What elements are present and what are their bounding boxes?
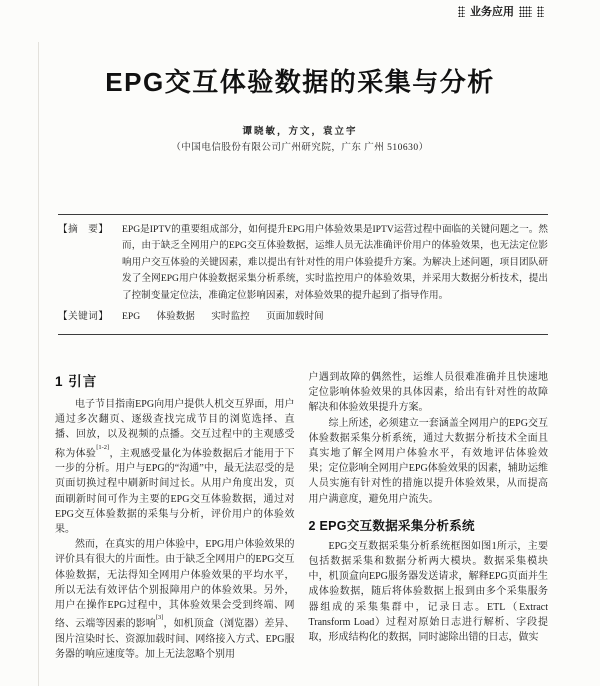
abstract-text: EPG是IPTV的重要组成部分，如何提升EPG用户体验效果是IPTV运营过程中面临的关键问题之一。然而，由于缺乏全网用户的EPG交互体验数据，运维人员无法准确评价用户的体验效果，也无法定位影响用户交互体验的关键因素，难以提出有针对性的用户体验提升方案。为解决上述问题，项目团队研发了全网EPG用户体验数据采集分析系统，实时监控用户的体验效果，并采用大数据分析技术，提出了控制变量定位法，准确定位影响因素，对体验效果的提升起到了指导作用。 <box>122 224 548 301</box>
paper-authors: 谭晓敏，方文，袁立宇 <box>242 127 358 137</box>
dot-pattern-icon <box>537 6 544 17</box>
keyword-item: 页面加载时间 <box>266 311 324 323</box>
right-column <box>309 370 549 662</box>
keyword-item: 实时监控 <box>211 311 250 323</box>
intro-paragraph-1 <box>55 397 295 537</box>
section-tag-label: 业务应用 <box>470 6 514 18</box>
paragraph-text: ，主观感受量化为体验数据后才能用于下一步的分析。用户与EPG的“沟通”中，最无法忍受的是页面切换过程中刷新时间过长。从用户角度出发，页面刷新时间可作为主要的EPG交互体验数据，通过对EPG交互体验数据的采集与分析，评价用户的体验效果。 <box>55 447 295 535</box>
paragraph-text: ，如机顶盒（浏览器）差异、图片渲染时长、资源加载时间、网络接入方式、EPG服务器的响应速度等。加上无法忽略个别用 <box>55 618 295 660</box>
paragraph-text: 电子节目指南EPG向用户提供人机交互界面，用户通过多次翻页、逐级查找完成节目的浏览选择、直播、回放，以及视频的点播。交互过程中的主观感受称为体验 <box>55 399 295 459</box>
section-1-heading: 1 引言 <box>55 374 98 389</box>
intro-paragraph-2 <box>55 537 295 662</box>
keyword-item: EPG <box>122 311 141 323</box>
dot-pattern-icon <box>458 6 465 17</box>
abstract-row <box>58 222 548 304</box>
citation-ref: [3] <box>155 614 164 622</box>
summary-paragraph: 综上所述，必须建立一套涵盖全网用户的EPG交互体验数据采集分析系统，通过大数据分析技术全面且真实地了解全网用户体验水平，有效地评估体验效果；定位影响全网用户EPG体验效果的因素，辅助运维人员实施有针对性的措施以提升体验效果，从而提高用户满意度，避免用户流失。 <box>308 417 548 505</box>
keywords-label: 【关键词】 <box>58 311 109 323</box>
keywords-list <box>122 309 548 325</box>
keywords-row <box>58 309 548 325</box>
citation-ref: [1-2] <box>96 443 110 451</box>
abstract-block <box>58 214 548 335</box>
body-columns <box>55 370 548 662</box>
keyword-item: 体验数据 <box>156 311 195 323</box>
left-column <box>55 370 295 662</box>
paragraph-text: 然而，在真实的用户体验中，EPG用户体验效果的评价具有很大的片面性。由于缺乏全网用户的EPG交互体验数据，无法得知全网用户体验效果的平均水平，所以无法有效评估个别报障用户的体验效果。另外，用户在操作EPG过程中，其体验效果会受到终端、网络、云端等因素的影响 <box>55 539 295 630</box>
abstract-label: 【摘 要】 <box>58 224 109 235</box>
continuation-paragraph: 户遇到故障的偶然性，运维人员很难准确并且快速地定位影响体验效果的具体因素，给出有针对性的故障解决和体验效果提升方案。 <box>308 372 548 414</box>
paper-title: EPG交互体验数据的采集与分析 <box>105 67 495 97</box>
journal-section-tag <box>458 3 544 19</box>
paper-affiliation: （中国电信股份有限公司广州研究院，广东 广州 510630） <box>171 143 429 153</box>
system-paragraph: EPG交互数据采集分析系统框图如图1所示，主要包括数据采集和数据分析两大模块。数据采集模块中，机顶盒向EPG服务器发送请求，解释EPG页面并生成体验数据，随后将体验数据上报到由多个采集服务器组成的采集集群中，记录日志。ETL（Extract Transform Load）过程对原始日志进行解析、字段提取，形成结构化的数据，同时滤除出错的日志，做实 <box>308 540 548 644</box>
section-2-heading: 2 EPG交互数据采集分析系统 <box>308 518 475 533</box>
dot-pattern-icon <box>519 6 532 17</box>
